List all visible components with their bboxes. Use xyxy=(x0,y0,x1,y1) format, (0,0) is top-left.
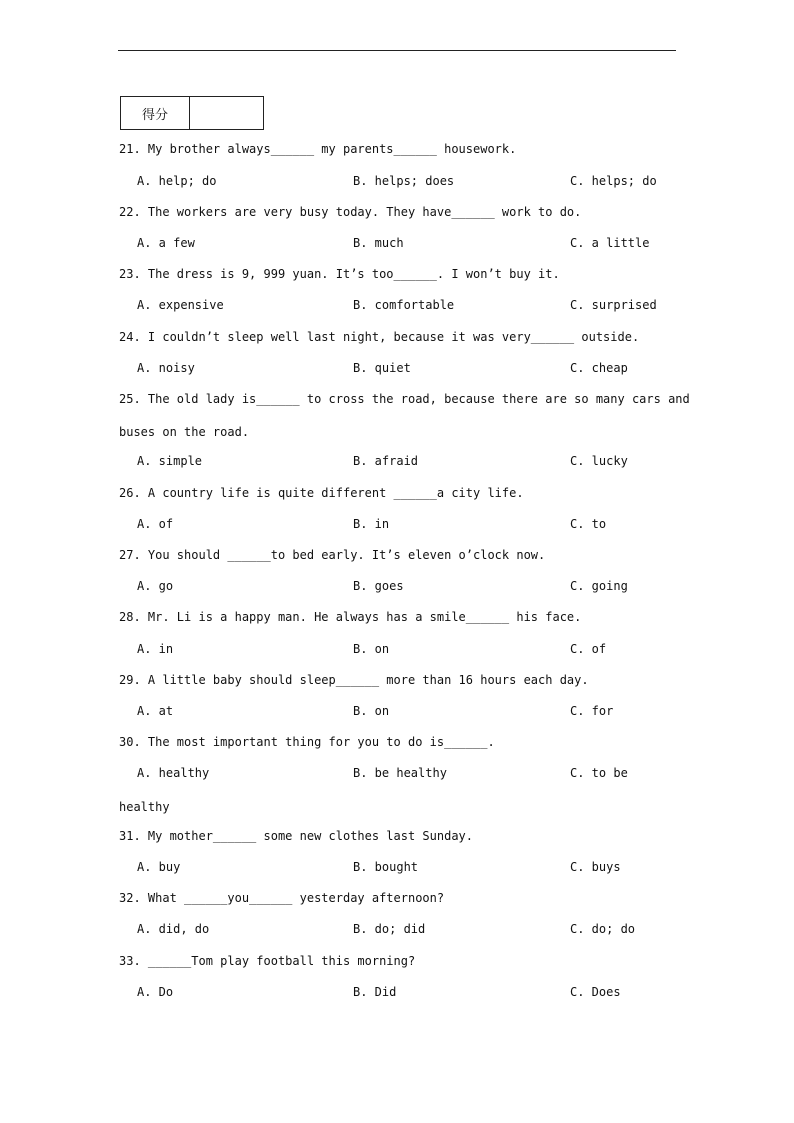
option-24-b[interactable]: B. quiet xyxy=(353,361,411,375)
option-31-c[interactable]: C. buys xyxy=(570,860,621,874)
score-box xyxy=(120,96,264,130)
question-21: 21. My brother always______ my parents______ housework. xyxy=(119,142,517,156)
question-25: 25. The old lady is______ to cross the road, because there are so many cars and xyxy=(119,392,690,406)
option-22-a[interactable]: A. a few xyxy=(137,236,195,250)
option-22-c[interactable]: C. a little xyxy=(570,236,650,250)
option-28-c[interactable]: C. of xyxy=(570,642,607,656)
option-24-a[interactable]: A. noisy xyxy=(137,361,195,375)
option-21-c[interactable]: C. helps; do xyxy=(570,174,657,188)
option-33-b[interactable]: B. Did xyxy=(353,985,397,999)
option-26-a[interactable]: A. of xyxy=(137,517,174,531)
header-rule xyxy=(118,50,676,51)
option-30-a[interactable]: A. healthy xyxy=(137,766,210,780)
option-27-c[interactable]: C. going xyxy=(570,579,628,593)
question-32: 32. What ______you______ yesterday afternoon? xyxy=(119,891,445,905)
question-31: 31. My mother______ some new clothes last Sunday. xyxy=(119,829,474,843)
option-26-b[interactable]: B. in xyxy=(353,517,390,531)
option-31-a[interactable]: A. buy xyxy=(137,860,181,874)
option-21-b[interactable]: B. helps; does xyxy=(353,174,455,188)
option-28-a[interactable]: A. in xyxy=(137,642,174,656)
option-27-a[interactable]: A. go xyxy=(137,579,174,593)
question-33: 33. ______Tom play football this morning? xyxy=(119,954,416,968)
question-25-continuation: buses on the road. xyxy=(119,425,250,439)
option-30-c-continuation: healthy xyxy=(119,800,170,814)
option-31-b[interactable]: B. bought xyxy=(353,860,419,874)
option-33-c[interactable]: C. Does xyxy=(570,985,621,999)
option-24-c[interactable]: C. cheap xyxy=(570,361,628,375)
option-30-c[interactable]: C. to be xyxy=(570,766,628,780)
option-30-b[interactable]: B. be healthy xyxy=(353,766,447,780)
option-29-b[interactable]: B. on xyxy=(353,704,390,718)
score-value-field xyxy=(190,97,263,129)
question-23: 23. The dress is 9, 999 yuan. It’s too______. I won’t buy it. xyxy=(119,267,560,281)
question-24: 24. I couldn’t sleep well last night, because it was very______ outside. xyxy=(119,330,640,344)
option-23-b[interactable]: B. comfortable xyxy=(353,298,455,312)
option-32-b[interactable]: B. do; did xyxy=(353,922,426,936)
option-26-c[interactable]: C. to xyxy=(570,517,607,531)
question-28: 28. Mr. Li is a happy man. He always has a smile______ his face. xyxy=(119,610,582,624)
option-25-c[interactable]: C. lucky xyxy=(570,454,628,468)
option-25-b[interactable]: B. afraid xyxy=(353,454,419,468)
option-32-c[interactable]: C. do; do xyxy=(570,922,636,936)
option-29-c[interactable]: C. for xyxy=(570,704,614,718)
option-23-c[interactable]: C. surprised xyxy=(570,298,657,312)
option-21-a[interactable]: A. help; do xyxy=(137,174,217,188)
option-28-b[interactable]: B. on xyxy=(353,642,390,656)
question-27: 27. You should ______to bed early. It’s eleven o’clock now. xyxy=(119,548,546,562)
option-32-a[interactable]: A. did, do xyxy=(137,922,210,936)
option-29-a[interactable]: A. at xyxy=(137,704,174,718)
option-33-a[interactable]: A. Do xyxy=(137,985,174,999)
question-26: 26. A country life is quite different ______a city life. xyxy=(119,486,524,500)
option-25-a[interactable]: A. simple xyxy=(137,454,203,468)
question-29: 29. A little baby should sleep______ more than 16 hours each day. xyxy=(119,673,589,687)
question-22: 22. The workers are very busy today. They have______ work to do. xyxy=(119,205,582,219)
score-label: 得分 xyxy=(121,97,190,129)
option-23-a[interactable]: A. expensive xyxy=(137,298,224,312)
question-30: 30. The most important thing for you to do is______. xyxy=(119,735,495,749)
option-27-b[interactable]: B. goes xyxy=(353,579,404,593)
option-22-b[interactable]: B. much xyxy=(353,236,404,250)
